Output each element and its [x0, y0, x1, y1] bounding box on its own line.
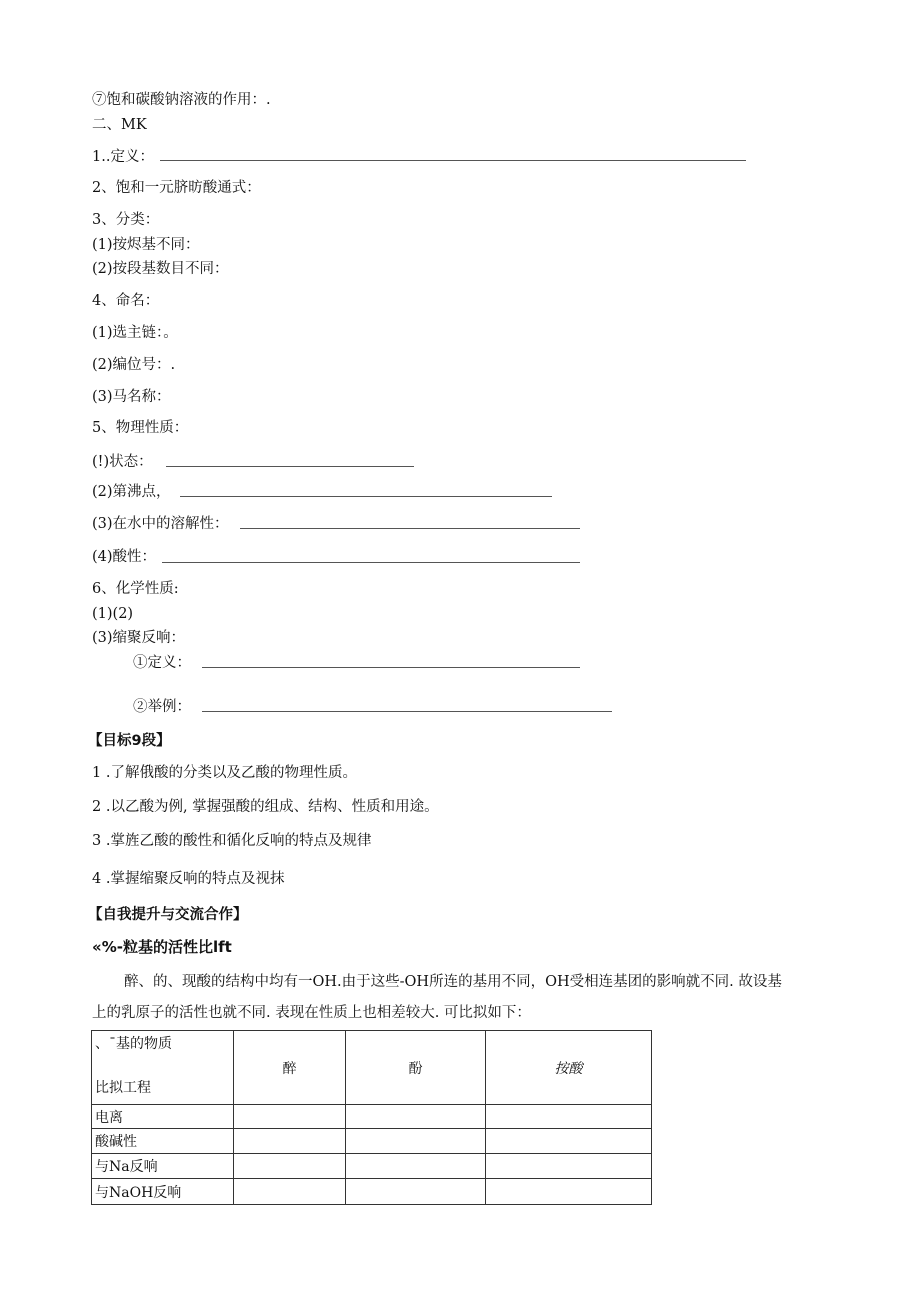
table-cell[interactable] [486, 1129, 652, 1154]
table-cell[interactable] [486, 1154, 652, 1179]
naming-label: 4、命名： [92, 293, 160, 309]
table-cell[interactable] [346, 1179, 486, 1205]
state-blank[interactable] [166, 466, 414, 467]
goal-item-4: 4 .掌握缩聚反响的特点及视抹 [92, 871, 285, 887]
table-row [92, 1105, 652, 1129]
table-row [92, 1154, 652, 1179]
comparison-table [91, 1030, 652, 1205]
row-label-ionization: 电离 [92, 1105, 234, 1129]
polycondensation-definition-blank[interactable] [202, 667, 580, 668]
polycondensation-label: (3)缩聚反响： [92, 630, 186, 646]
classification-1: (1)按烬基不同： [92, 237, 200, 253]
polycondensation-example-label: ②举例： [133, 699, 191, 715]
intro-paragraph-line-2: 上的乳原子的活性也就不同. 表现在性质上也相差较大. 可比拟如下： [92, 1005, 531, 1021]
classification-label: 3、分类： [92, 212, 160, 228]
table-corner-cell [92, 1031, 234, 1105]
item7-line: ⑦饱和碳酸钠溶液的作用：. [92, 92, 271, 108]
naming-3: (3)马名称： [92, 389, 171, 405]
corner-bottom-label: 比拟工程 [95, 1080, 151, 1096]
table-cell[interactable] [346, 1154, 486, 1179]
physical-properties-label: 5、物理性质： [92, 420, 189, 436]
table-cell[interactable] [234, 1105, 346, 1129]
naming-2: (2)编位号：. [92, 357, 176, 373]
state-label: (!)状态： [92, 454, 153, 470]
table-row [92, 1179, 652, 1205]
corner-top-label: 、ˉ基的物质 [95, 1036, 172, 1052]
polycondensation-definition-label: ①定义： [133, 655, 191, 671]
general-formula-label: 2、饱和一元脐昉酸通式： [92, 180, 261, 196]
goal-item-1: 1 .了解俄酸的分类以及乙酸的物理性质。 [92, 765, 357, 781]
row-label-reaction-with-naoh: 与NaOH反响 [92, 1179, 234, 1205]
table-cell[interactable] [234, 1179, 346, 1205]
table-row [92, 1129, 652, 1154]
polycondensation-example-blank[interactable] [202, 711, 612, 712]
section-2-title: 二、MK [92, 117, 147, 133]
row-label-acidity: 酸碱性 [92, 1129, 234, 1154]
column-header-carboxylic-acid: 按酸 [486, 1031, 652, 1105]
table-cell[interactable] [234, 1129, 346, 1154]
table-cell[interactable] [486, 1179, 652, 1205]
acidity-blank[interactable] [162, 562, 580, 563]
table-cell[interactable] [234, 1154, 346, 1179]
solubility-blank[interactable] [240, 528, 580, 529]
definition-label: 1..定义： [92, 149, 154, 165]
column-header-phenol: 酚 [346, 1031, 486, 1105]
goal-item-2: 2 .以乙酸为例, 掌握强酸的组成、结构、性质和用途。 [92, 799, 439, 815]
table-cell[interactable] [486, 1105, 652, 1129]
intro-paragraph-line-1: 醉、的、现酸的结构中均有一OH.由于这些-OH所连的基用不同，OH受相连基团的影响就不同. 故设基 [124, 974, 782, 990]
self-improvement-heading: 【自我提升与交流合作】 [88, 907, 248, 923]
boiling-point-label: (2)第沸点， [92, 484, 171, 500]
goal-item-3: 3 .掌旌乙酸的酸性和循化反响的特点及规律 [92, 833, 372, 849]
solubility-label: (3)在水中的溶解性： [92, 516, 229, 532]
column-header-alcohol: 醉 [234, 1031, 346, 1105]
classification-2: (2)按段基数目不同： [92, 261, 229, 277]
row-label-reaction-with-na: 与Na反响 [92, 1154, 234, 1179]
definition-blank[interactable] [160, 160, 746, 161]
goals-heading: 【目标9段】 [88, 733, 171, 749]
acidity-label: (4)酸性： [92, 549, 157, 565]
table-cell[interactable] [346, 1129, 486, 1154]
chemical-1-2: (1)(2) [92, 606, 134, 622]
boiling-point-blank[interactable] [180, 496, 552, 497]
table-cell[interactable] [346, 1105, 486, 1129]
chemical-properties-label: 6、化学性质: [92, 581, 179, 597]
table-header-row [92, 1031, 652, 1105]
naming-1: (1)选主链：。 [92, 325, 178, 341]
hydroxyl-activity-subheading: «%-粒基的活性比lft [92, 938, 232, 956]
